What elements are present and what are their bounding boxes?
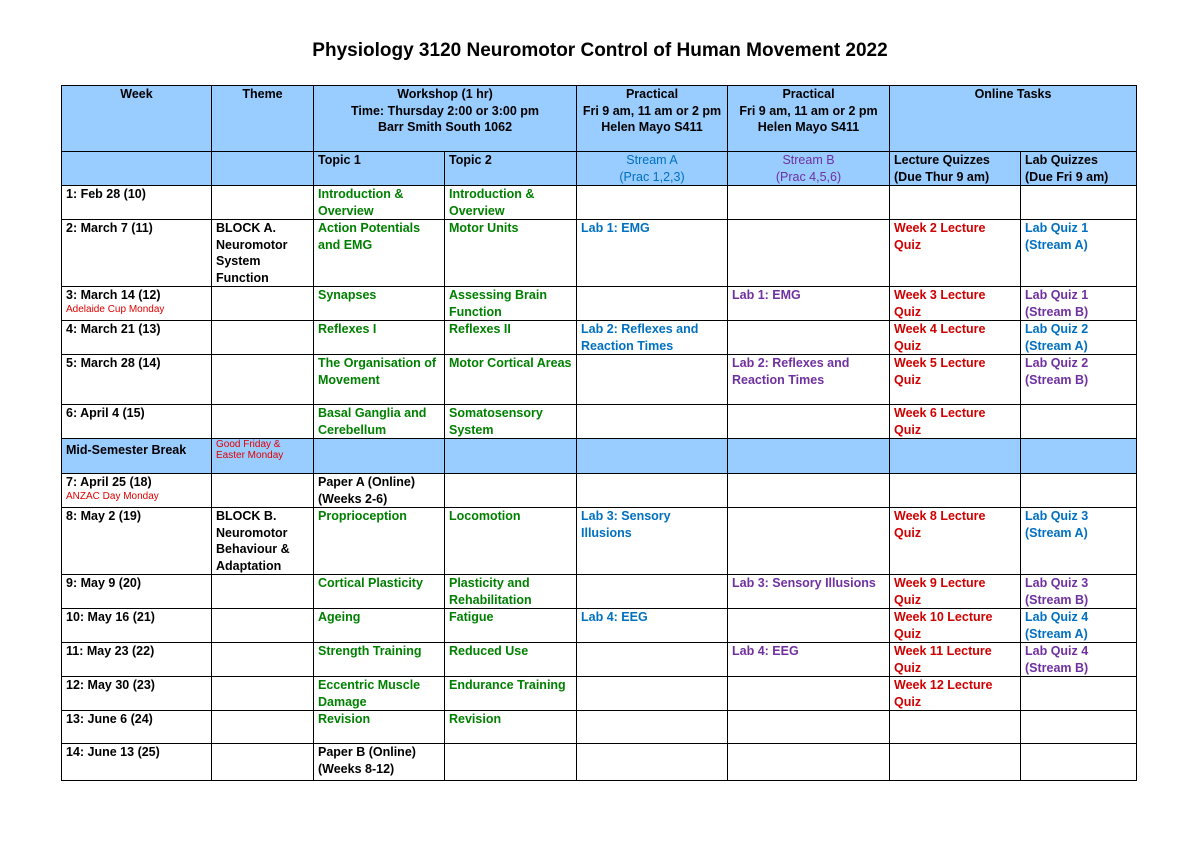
topic2-cell: Endurance Training (445, 677, 577, 711)
theme-cell (212, 355, 314, 405)
lecture-quiz-cell: Week 12 Lecture Quiz (890, 677, 1021, 711)
stream-a-cell (577, 355, 728, 405)
header-stream-b (728, 152, 890, 186)
lab-quiz-cell: Lab Quiz 1 (Stream B) (1021, 287, 1137, 321)
stream-b-cell (728, 744, 890, 781)
topic1-cell: Proprioception (314, 508, 445, 575)
practical-b-room: Helen Mayo S411 (757, 120, 860, 134)
table-row (62, 355, 1137, 405)
stream-a-cell: Lab 3: Sensory Illusions (577, 508, 728, 575)
header-lecture-quizzes (890, 152, 1021, 186)
lecture-quiz-cell: Week 3 Lecture Quiz (890, 287, 1021, 321)
page-title: Physiology 3120 Neuromotor Control of Human Movement 2022 (312, 40, 888, 61)
theme-cell (212, 439, 314, 474)
topic2-cell: Reflexes II (445, 321, 577, 355)
topic1-cell: Strength Training (314, 643, 445, 677)
header-topic-2: Topic 2 (445, 152, 577, 186)
topic2-cell: Reduced Use (445, 643, 577, 677)
topic2-cell (445, 744, 577, 781)
lab-quiz-cell (1021, 474, 1137, 508)
header-row-1 (62, 86, 1137, 152)
lecture-quiz-cell: Week 11 Lecture Quiz (890, 643, 1021, 677)
stream-b-cell (728, 677, 890, 711)
theme-cell (212, 321, 314, 355)
lecture-quiz-cell: Week 5 Lecture Quiz (890, 355, 1021, 405)
stream-a-cell (577, 575, 728, 609)
topic1-cell: Paper A (Online) (Weeks 2-6) (314, 474, 445, 508)
header-practical-a (577, 86, 728, 152)
lab-quiz-cell (1021, 744, 1137, 781)
lecture-quizzes-label: Lecture Quizzes (894, 153, 990, 167)
stream-b-cell (728, 508, 890, 575)
topic1-cell: Basal Ganglia and Cerebellum (314, 405, 445, 439)
week-cell: 10: May 16 (21) (62, 609, 212, 643)
theme-cell: BLOCK A. Neuromotor System Function (212, 220, 314, 287)
lecture-quiz-cell (890, 439, 1021, 474)
stream-b-cell (728, 186, 890, 220)
stream-b-cell (728, 321, 890, 355)
stream-a-cell: Lab 4: EEG (577, 609, 728, 643)
stream-b-cell (728, 474, 890, 508)
topic1-cell: Introduction & Overview (314, 186, 445, 220)
stream-a-label: Stream A (626, 153, 678, 167)
holiday-note: ANZAC Day Monday (66, 490, 159, 502)
stream-a-cell: Lab 1: EMG (577, 220, 728, 287)
table-row (62, 744, 1137, 781)
topic1-cell: Synapses (314, 287, 445, 321)
practical-a-title: Practical (625, 87, 679, 101)
theme-cell (212, 575, 314, 609)
table-row (62, 474, 1137, 508)
header-stream-a (577, 152, 728, 186)
stream-b-cell (728, 609, 890, 643)
stream-a-cell (577, 643, 728, 677)
lab-quiz-cell: Lab Quiz 4 (Stream B) (1021, 643, 1137, 677)
practical-a-room: Helen Mayo S411 (601, 120, 703, 134)
lecture-quiz-cell: Week 6 Lecture Quiz (890, 405, 1021, 439)
lab-quiz-cell (1021, 677, 1137, 711)
week-cell: 2: March 7 (11) (62, 220, 212, 287)
lecture-quiz-cell: Week 8 Lecture Quiz (890, 508, 1021, 575)
table-row (62, 677, 1137, 711)
week-cell: 7: April 25 (18) ANZAC Day Monday (62, 474, 212, 508)
table-row (62, 220, 1137, 287)
workshop-title: Workshop (1 hr) (397, 87, 493, 101)
lecture-quiz-cell (890, 474, 1021, 508)
lecture-quiz-cell (890, 711, 1021, 744)
stream-b-cell: Lab 2: Reflexes and Reaction Times (728, 355, 890, 405)
topic2-cell: Fatigue (445, 609, 577, 643)
stream-b-cell: Lab 4: EEG (728, 643, 890, 677)
practical-b-title: Practical (782, 87, 835, 101)
header-practical-b (728, 86, 890, 152)
week-cell: Mid-Semester Break (62, 439, 212, 474)
table-row (62, 711, 1137, 744)
stream-b-cell (728, 405, 890, 439)
table-row (62, 508, 1137, 575)
week-cell: 12: May 30 (23) (62, 677, 212, 711)
lab-quiz-cell: Lab Quiz 2 (Stream B) (1021, 355, 1137, 405)
topic1-cell: Reflexes I (314, 321, 445, 355)
lab-quiz-cell: Lab Quiz 3 (Stream A) (1021, 508, 1137, 575)
theme-cell (212, 677, 314, 711)
stream-b-cell (728, 439, 890, 474)
lecture-quiz-cell (890, 744, 1021, 781)
topic2-cell: Locomotion (445, 508, 577, 575)
topic1-cell: Eccentric Muscle Damage (314, 677, 445, 711)
lab-quiz-cell (1021, 405, 1137, 439)
topic1-cell (314, 439, 445, 474)
table-row (62, 186, 1137, 220)
lab-quiz-cell: Lab Quiz 2 (Stream A) (1021, 321, 1137, 355)
week-cell: 5: March 28 (14) (62, 355, 212, 405)
topic2-cell (445, 439, 577, 474)
practical-a-time: Fri 9 am, 11 am or 2 pm (582, 103, 722, 118)
topic2-cell: Plasticity and Rehabilitation (445, 575, 577, 609)
theme-cell (212, 405, 314, 439)
topic1-cell: Revision (314, 711, 445, 744)
table-row (62, 321, 1137, 355)
header-topic-1: Topic 1 (314, 152, 445, 186)
theme-cell (212, 287, 314, 321)
theme-cell: BLOCK B. Neuromotor Behaviour & Adaptation (212, 508, 314, 575)
lab-quiz-cell: Lab Quiz 1 (Stream A) (1021, 220, 1137, 287)
lab-quiz-cell (1021, 711, 1137, 744)
lecture-quiz-cell: Week 9 Lecture Quiz (890, 575, 1021, 609)
stream-a-cell (577, 744, 728, 781)
theme-cell (212, 711, 314, 744)
table-row (62, 643, 1137, 677)
lab-quizzes-label: Lab Quizzes (1025, 153, 1098, 167)
week-cell: 1: Feb 28 (10) (62, 186, 212, 220)
header-theme: Theme (212, 86, 314, 152)
break-row (62, 439, 1137, 474)
lab-quizzes-due: (Due Fri 9 am) (1025, 169, 1109, 184)
theme-cell (212, 474, 314, 508)
table-row (62, 405, 1137, 439)
theme-cell (212, 609, 314, 643)
stream-b-cell: Lab 1: EMG (728, 287, 890, 321)
topic1-cell: Action Potentials and EMG (314, 220, 445, 287)
lecture-quiz-cell: Week 10 Lecture Quiz (890, 609, 1021, 643)
topic1-cell: The Organisation of Movement (314, 355, 445, 405)
header-week: Week (62, 86, 212, 152)
holiday-note: Adelaide Cup Monday (66, 303, 165, 315)
practical-b-time: Fri 9 am, 11 am or 2 pm (739, 103, 878, 118)
topic2-cell: Motor Units (445, 220, 577, 287)
lecture-quiz-cell: Week 2 Lecture Quiz (890, 220, 1021, 287)
stream-a-cell (577, 439, 728, 474)
workshop-room: Barr Smith South 1062 (377, 120, 513, 134)
header-lab-quizzes (1021, 152, 1137, 186)
stream-b-cell (728, 220, 890, 287)
topic1-cell: Cortical Plasticity (314, 575, 445, 609)
header-online-tasks: Online Tasks (890, 86, 1137, 152)
theme-cell (212, 643, 314, 677)
topic2-cell: Revision (445, 711, 577, 744)
lab-quiz-cell: Lab Quiz 4 (Stream A) (1021, 609, 1137, 643)
week-cell: 13: June 6 (24) (62, 711, 212, 744)
header-workshop (314, 86, 577, 152)
topic2-cell: Motor Cortical Areas (445, 355, 577, 405)
table-row (62, 609, 1137, 643)
header-theme-blank (212, 152, 314, 186)
theme-cell (212, 744, 314, 781)
stream-b-cell (728, 711, 890, 744)
week-cell: 6: April 4 (15) (62, 405, 212, 439)
week-cell: 11: May 23 (22) (62, 643, 212, 677)
topic2-cell: Assessing Brain Function (445, 287, 577, 321)
lab-quiz-cell (1021, 186, 1137, 220)
lab-quiz-cell: Lab Quiz 3 (Stream B) (1021, 575, 1137, 609)
week-cell: 9: May 9 (20) (62, 575, 212, 609)
lab-quiz-cell (1021, 439, 1137, 474)
stream-a-cell: Lab 2: Reflexes and Reaction Times (577, 321, 728, 355)
stream-b-label: Stream B (782, 153, 835, 167)
stream-b-cell: Lab 3: Sensory Illusions (728, 575, 890, 609)
header-row-2 (62, 152, 1137, 186)
topic1-cell: Ageing (314, 609, 445, 643)
theme-cell (212, 186, 314, 220)
lecture-quiz-cell (890, 186, 1021, 220)
stream-a-cell (577, 186, 728, 220)
lecture-quiz-cell: Week 4 Lecture Quiz (890, 321, 1021, 355)
stream-a-cell (577, 474, 728, 508)
table-row (62, 575, 1137, 609)
topic2-cell: Introduction & Overview (445, 186, 577, 220)
topic1-cell: Paper B (Online) (Weeks 8-12) (314, 744, 445, 781)
week-cell: 4: March 21 (13) (62, 321, 212, 355)
workshop-time: Time: Thursday 2:00 or 3:00 pm (350, 103, 540, 118)
lecture-quizzes-due: (Due Thur 9 am) (894, 169, 990, 184)
stream-b-pracs: (Prac 4,5,6) (775, 169, 842, 184)
stream-a-pracs: (Prac 1,2,3) (619, 169, 685, 184)
holiday-note: Good Friday & Easter Monday (216, 439, 284, 461)
week-cell: 3: March 14 (12) Adelaide Cup Monday (62, 287, 212, 321)
schedule-table (61, 85, 1137, 781)
table-row (62, 287, 1137, 321)
stream-a-cell (577, 677, 728, 711)
topic2-cell (445, 474, 577, 508)
stream-a-cell (577, 711, 728, 744)
stream-a-cell (577, 405, 728, 439)
header-week-blank (62, 152, 212, 186)
topic2-cell: Somatosensory System (445, 405, 577, 439)
week-cell: 14: June 13 (25) (62, 744, 212, 781)
stream-a-cell (577, 287, 728, 321)
week-cell: 8: May 2 (19) (62, 508, 212, 575)
